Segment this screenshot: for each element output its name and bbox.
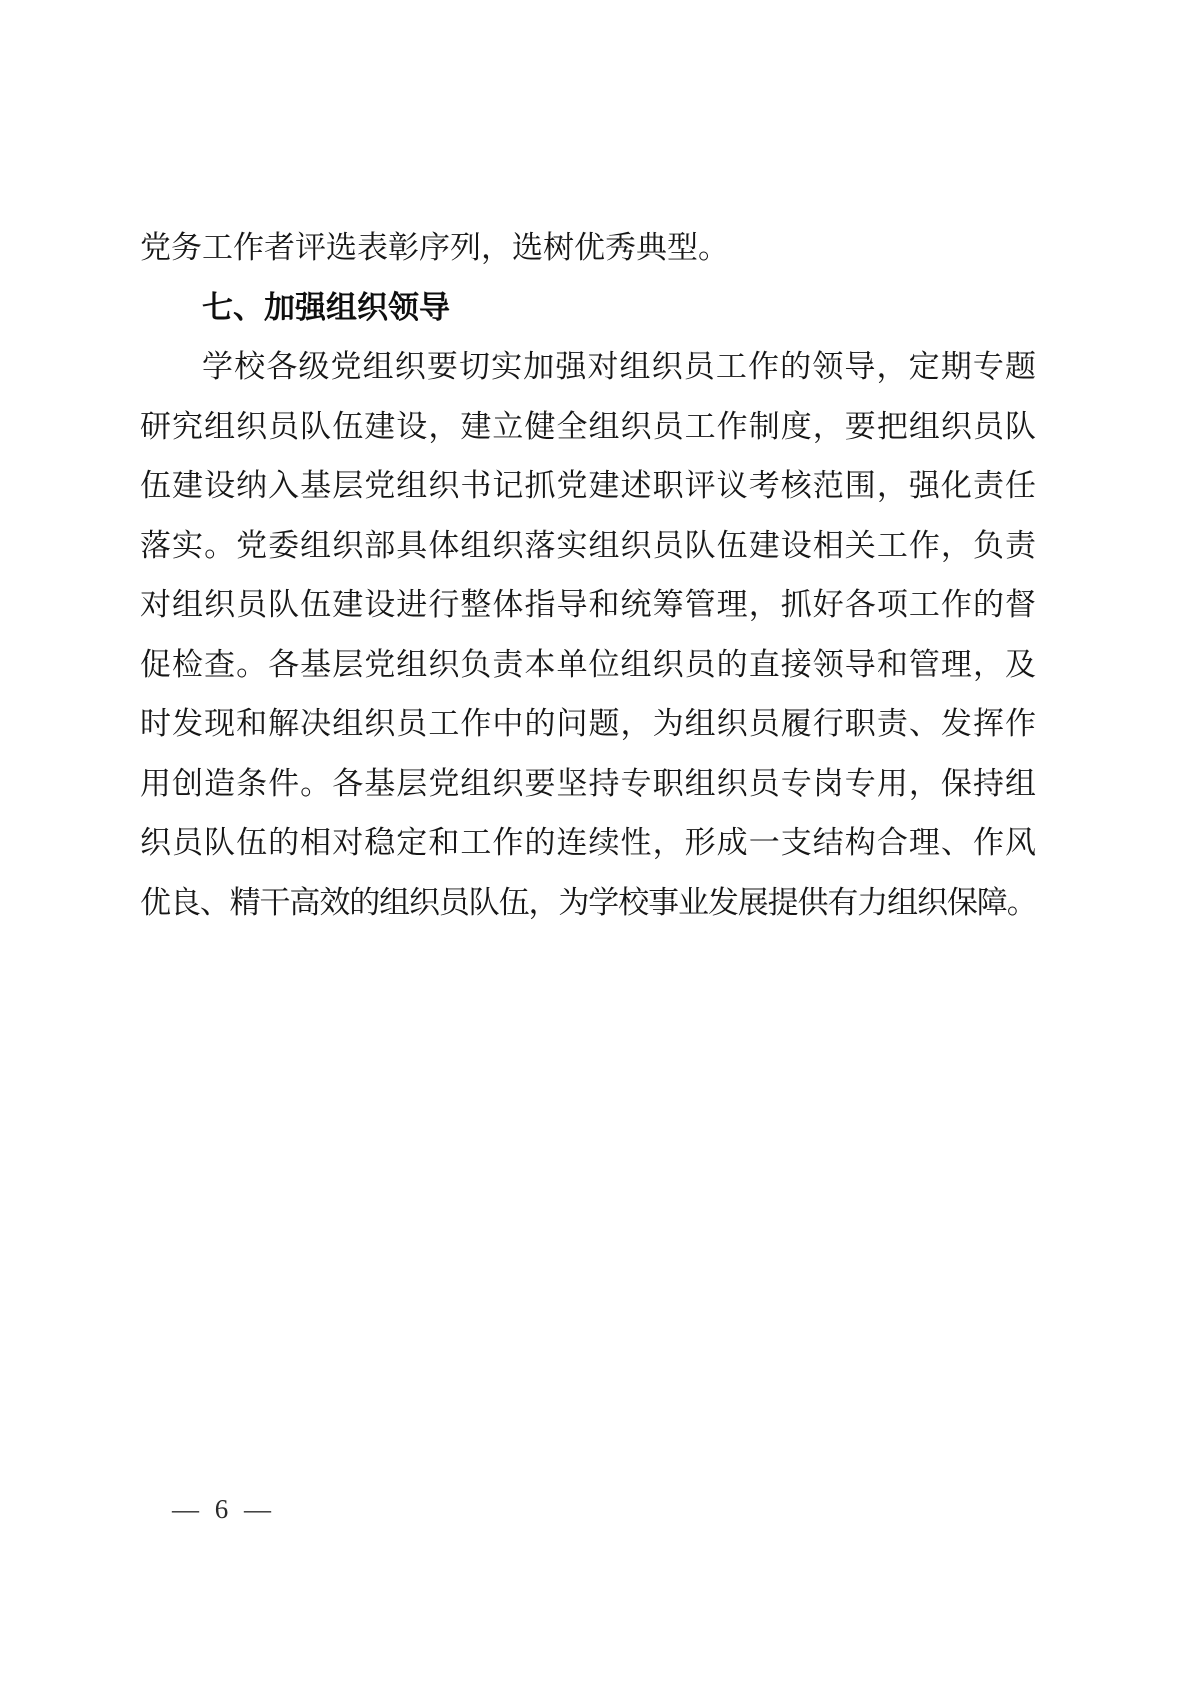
text-line: 促检查。各基层党组织负责本单位组织员的直接领导和管理，及 bbox=[140, 646, 1036, 682]
document-body bbox=[140, 218, 1036, 932]
text-line: 时发现和解决组织员工作中的问题，为组织员履行职责、发挥作 bbox=[140, 706, 1036, 741]
text-line: 对组织员队伍建设进行整体指导和统筹管理，抓好各项工作的督 bbox=[140, 587, 1036, 622]
text-line: 优良、精干高效的组织员队伍，为学校事业发展提供有力组织保障。 bbox=[140, 884, 1036, 920]
text-line: 伍建设纳入基层党组织书记抓党建述职评议考核范围，强化责任 bbox=[140, 468, 1036, 503]
text-line: 织员队伍的相对稳定和工作的连续性，形成一支结构合理、作风 bbox=[140, 825, 1036, 860]
text-line: 学校各级党组织要切实加强对组织员工作的领导，定期专题 bbox=[202, 349, 1036, 384]
page-number: — 6 — bbox=[172, 1494, 272, 1524]
text-line: 用创造条件。各基层党组织要坚持专职组织员专岗专用，保持组 bbox=[140, 765, 1036, 801]
text-line: 党务工作者评选表彰序列，选树优秀典型。 bbox=[140, 230, 729, 265]
section-heading: 七、加强组织领导 bbox=[202, 289, 450, 325]
page-footer bbox=[172, 1494, 272, 1525]
text-line: 研究组织员队伍建设，建立健全组织员工作制度，要把组织员队 bbox=[140, 408, 1036, 444]
text-line: 落实。党委组织部具体组织落实组织员队伍建设相关工作，负责 bbox=[140, 527, 1036, 563]
